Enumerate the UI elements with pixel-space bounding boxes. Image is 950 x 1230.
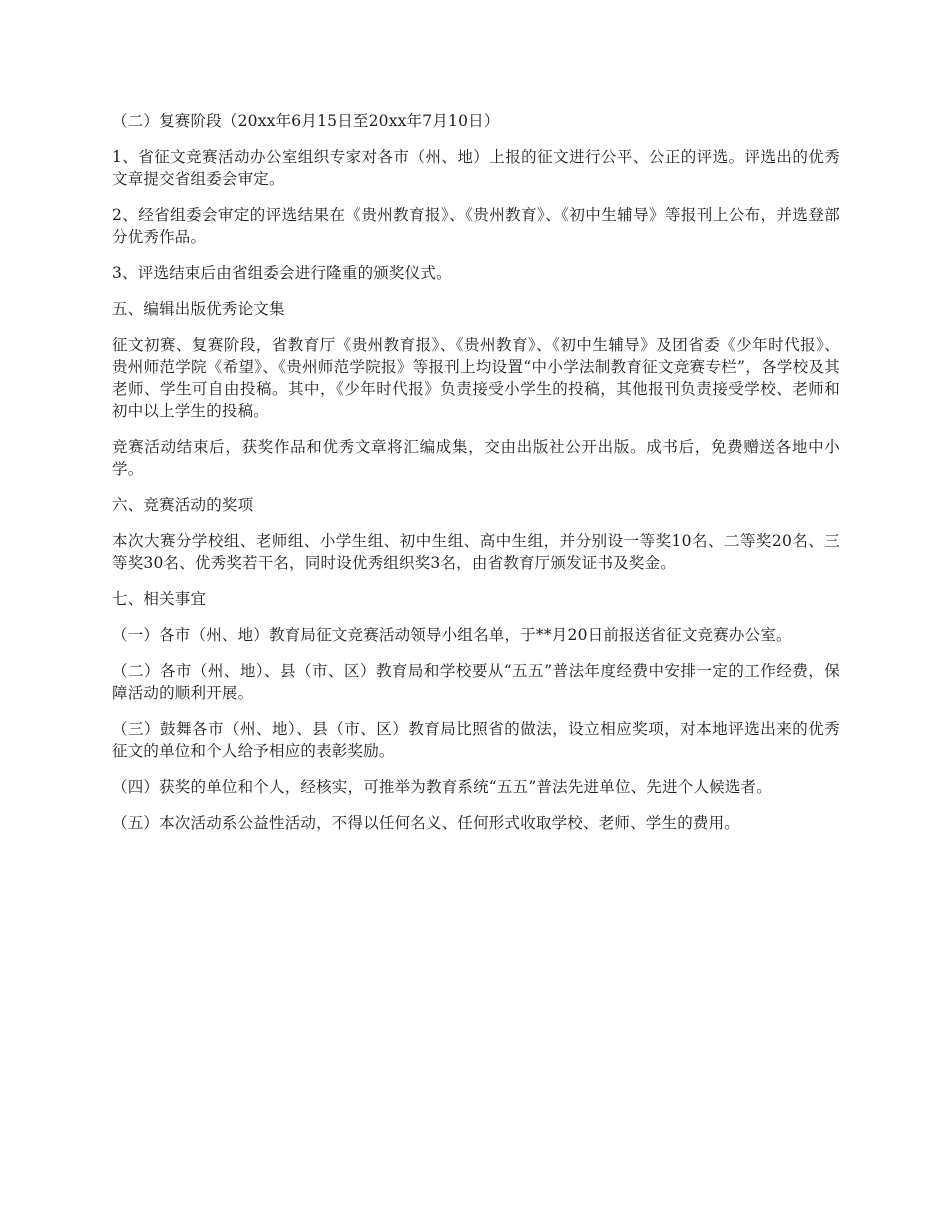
paragraph-matter-3: （三）鼓舞各市（州、地）、县（市、区）教育局比照省的做法，设立相应奖项，对本地评选出来的优秀征文的单位和个人给予相应的表彰奖励。 <box>112 720 840 760</box>
paragraph-award-categories: 本次大赛分学校组、老师组、小学生组、初中生组、高中生组，并分别设一等奖10名、二等奖20名、三等奖30名、优秀奖若干名，同时设优秀组织奖3名，由省教育厅颁发证书及奖金。 <box>112 532 840 572</box>
paragraph-award-ceremony: 3、评选结束后由省组委会进行隆重的颁奖仪式。 <box>112 264 452 282</box>
paragraph-matter-1: （一）各市（州、地）教育局征文竞赛活动领导小组名单，于**月20日前报送省征文竞赛办公室。 <box>112 626 792 644</box>
paragraph-matter-2: （二）各市（州、地）、县（市、区）教育局和学校要从“五五”普法年度经费中安排一定的工作经费，保障活动的顺利开展。 <box>112 662 840 702</box>
section-heading-awards: 六、竞赛活动的奖项 <box>112 496 254 514</box>
section-heading-rematch-stage: （二）复赛阶段（20xx年6月15日至20xx年7月10日） <box>112 112 500 130</box>
paragraph-results-publication: 2、经省组委会审定的评选结果在《贵州教育报》、《贵州教育》、《初中生辅导》等报刊上公布，并选登部分优秀作品。 <box>112 206 840 246</box>
section-heading-related-matters: 七、相关事宜 <box>112 590 207 608</box>
document-page <box>112 110 840 848</box>
paragraph-matter-5: （五）本次活动系公益性活动，不得以任何名义、任何形式收取学校、老师、学生的费用。 <box>112 814 741 832</box>
paragraph-expert-review: 1、省征文竞赛活动办公室组织专家对各市（州、地）上报的征文进行公平、公正的评选。评选出的优秀文章提交省组委会审定。 <box>112 148 840 188</box>
paragraph-submission-columns: 征文初赛、复赛阶段，省教育厅《贵州教育报》、《贵州教育》、《初中生辅导》及团省委《少年时代报》、贵州师范学院《希望》、《贵州师范学院报》等报刊上均设置“中小学法制教育征文竞赛专栏”，各学校及其老师、学生可自由投稿。其中，《少年时代报》负责接受小学生的投稿，其他报刊负责接受学校、老师和初中以上学生的投稿。 <box>112 336 840 420</box>
paragraph-matter-4: （四）获奖的单位和个人，经核实，可推举为教育系统“五五”普法先进单位、先进个人候选者。 <box>112 778 772 796</box>
section-heading-publish-collection: 五、编辑出版优秀论文集 <box>112 300 285 318</box>
paragraph-collection-publishing: 竞赛活动结束后，获奖作品和优秀文章将汇编成集，交由出版社公开出版。成书后，免费赠送各地中小学。 <box>112 438 840 478</box>
